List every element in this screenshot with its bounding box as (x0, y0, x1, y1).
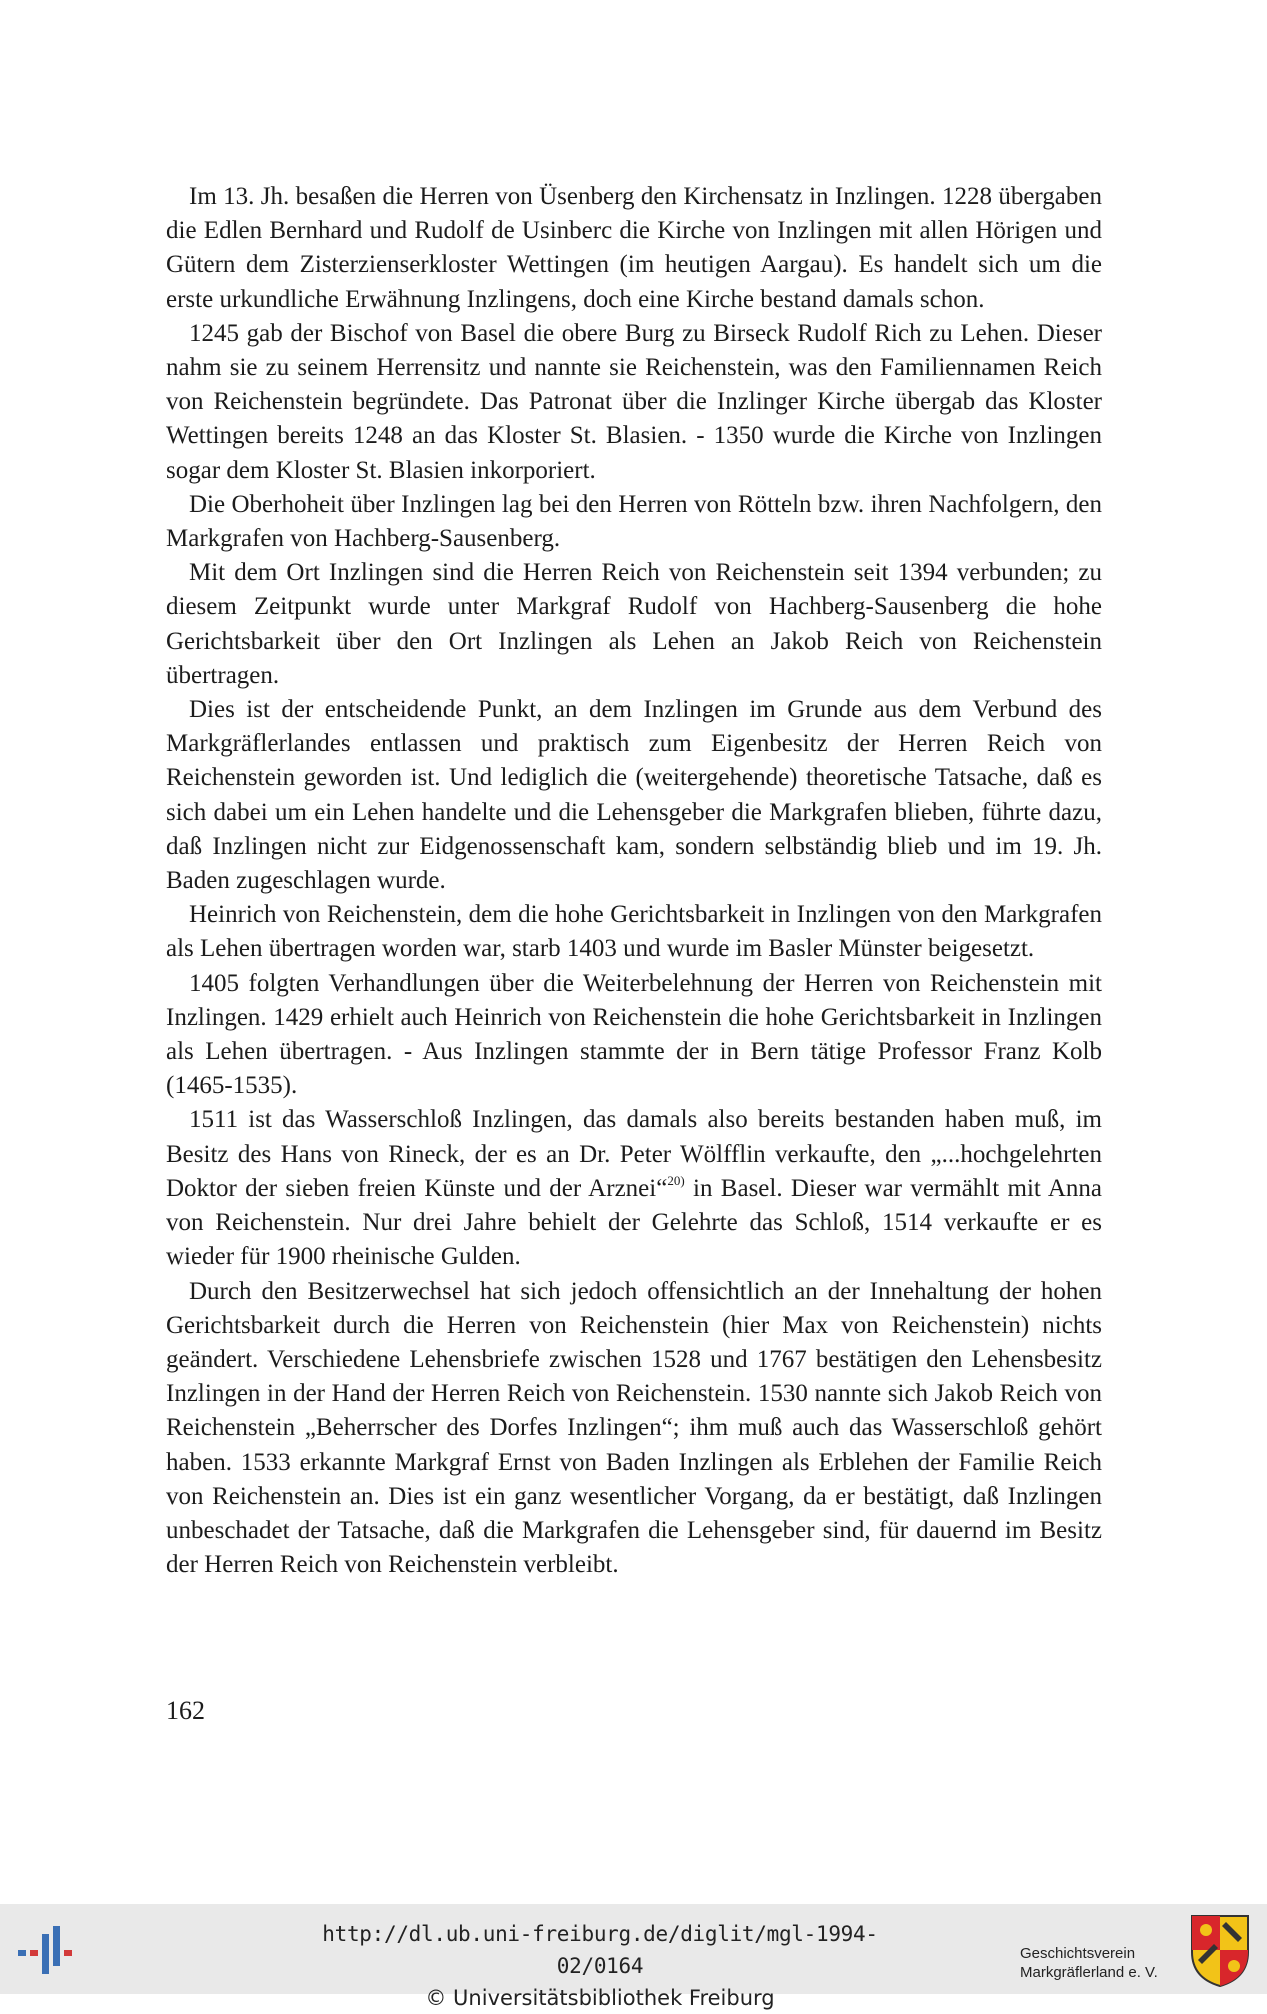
paragraph-text: Die Oberhoheit über Inzlingen lag bei den Herren von Rötteln bzw. ihren Nachfolgern, den Markgrafen von Hachberg-Sausenberg. (166, 490, 1102, 553)
footnote-marker[interactable]: 20) (667, 1172, 685, 1188)
paragraph-text: in Basel. Dieser war vermählt mit Anna von Reichenstein. Nur drei Jahre behielt der Gelehrte das Schloß, 1514 verkaufte er es wieder für 1900 rheinische Gulden. (166, 1174, 1102, 1271)
body-text (166, 180, 1102, 1582)
coat-of-arms-icon (1188, 1912, 1252, 1988)
paragraph-text: Mit dem Ort Inzlingen sind die Herren Reich von Reichenstein seit 1394 verbunden; zu diesem Zeitpunkt wurde unter Markgraf Rudolf von Hachberg-Sausenberg die hohe Gerichtsbarkeit über den Ort Inzlingen als Lehen an Jakob Reich von Reichenstein übertragen. (166, 559, 1102, 689)
paragraph-text: Dies ist der entscheidende Punkt, an dem Inzlingen im Grunde aus dem Verbund des Markgräflerlandes entlassen und praktisch zum Eigenbesitz der Herren Reich von Reichenstein geworden ist. Und lediglich die (weitergehende) theoretische Tatsache, daß es sich dabei um ein Lehen handelte und die Lehensgeber die Markgrafen blieben, führte dazu, daß Inzlingen nicht zur Eidgenossenschaft kam, sondern selbständig blieb und im 19. Jh. Baden zugeschlagen wurde. (166, 696, 1102, 895)
page-number: 162 (166, 1696, 205, 1725)
society-name-line2: Markgräflerland e. V. (1020, 1964, 1158, 1981)
paragraph-6 (166, 898, 1102, 966)
society-name (1020, 1944, 1180, 1982)
footer-bar (0, 1904, 1267, 2010)
library-logo-graphic (16, 1922, 80, 1982)
paragraph-2 (166, 317, 1102, 488)
library-logo-icon[interactable] (16, 1922, 80, 1982)
paragraph-text: Durch den Besitzerwechsel hat sich jedoch offensichtlich an der Innehaltung der hohen Gerichtsbarkeit durch die Herren von Reichenstein (hier Max von Reichenstein) nichts geändert. Verschiedene Lehensbriefe zwischen 1528 und 1767 bestätigen den Lehensbesitz Inzlingen in der Hand der Herren Reich von Reichenstein. 1530 nannte sich Jakob Reich von Reichenstein „Beherrscher des Dorfes Inzlingen“; ihm muß auch das Wasserschloß gehört haben. 1533 erkannte Markgraf Ernst von Baden Inzlingen als Erblehen der Familie Reich von Reichenstein an. Dies ist ein ganz wesentlicher Vorgang, da er bestätigt, daß Inzlingen unbeschadet der Tatsache, daß die Markgrafen die Lehensgeber sind, für dauernd im Besitz der Herren Reich von Reichenstein verbleibt. (166, 1277, 1102, 1579)
footer-citation (300, 1918, 900, 2014)
paragraph-text: 1245 gab der Bischof von Basel die obere Burg zu Birseck Rudolf Rich zu Lehen. Dieser nahm sie zu seinem Herrensitz und nannte sie Reichenstein, was den Familiennamen Reich von Reichenstein begründete. Das Patronat über die Inzlinger Kirche übergab das Kloster Wettingen bereits 1248 an das Kloster St. Blasien. - 1350 wurde die Kirche von Inzlingen sogar dem Kloster St. Blasien inkorporiert. (166, 319, 1102, 484)
paragraph-5 (166, 693, 1102, 898)
paragraph-text: Heinrich von Reichenstein, dem die hohe Gerichtsbarkeit in Inzlingen von den Markgrafen als Lehen übertragen worden war, starb 1403 und wurde im Basler Münster beigesetzt. (166, 901, 1102, 963)
paragraph-text: Im 13. Jh. besaßen die Herren von Üsenberg den Kirchensatz in Inzlingen. 1228 übergaben die Edlen Bernhard und Rudolf de Usinberc die Kirche von Inzlingen mit allen Hörigen und Gütern dem Zisterzienserkloster Wettingen (im heutigen Aargau). Es handelt sich um die erste urkundliche Erwähnung Inzlingens, doch eine Kirche bestand damals schon. (166, 183, 1102, 313)
footer-url-link[interactable]: http://dl.ub.uni-freiburg.de/diglit/mgl-1994-02/0164 (322, 1922, 878, 1978)
paragraph-9 (166, 1275, 1102, 1583)
paragraph-8 (166, 1103, 1102, 1274)
society-name-line1: Geschichtsverein (1020, 1945, 1136, 1962)
paragraph-4 (166, 556, 1102, 693)
paragraph-3 (166, 488, 1102, 556)
paragraph-text: 1511 ist das Wasserschloß Inzlingen, das damals also bereits bestanden haben muß, im Besitz des Hans von Rineck, der es an Dr. Peter Wölfflin verkaufte, den „...hochgelehrten Doktor der sieben freien Künste und der Arznei“ (166, 1106, 1102, 1202)
paragraph-7 (166, 967, 1102, 1104)
paragraph-1 (166, 180, 1102, 317)
paragraph-text: 1405 folgten Verhandlungen über die Weiterbelehnung der Herren von Reichenstein mit Inzlingen. 1429 erhielt auch Heinrich von Reichenstein die hohe Gerichtsbarkeit in Inzlingen als Lehen übertragen. - Aus Inzlingen stammte der in Bern tätige Professor Franz Kolb (1465-1535). (166, 969, 1102, 1100)
footer-copyright: © Universitätsbibliothek Freiburg (425, 1986, 775, 2010)
coat-of-arms-graphic (1188, 1912, 1252, 1988)
